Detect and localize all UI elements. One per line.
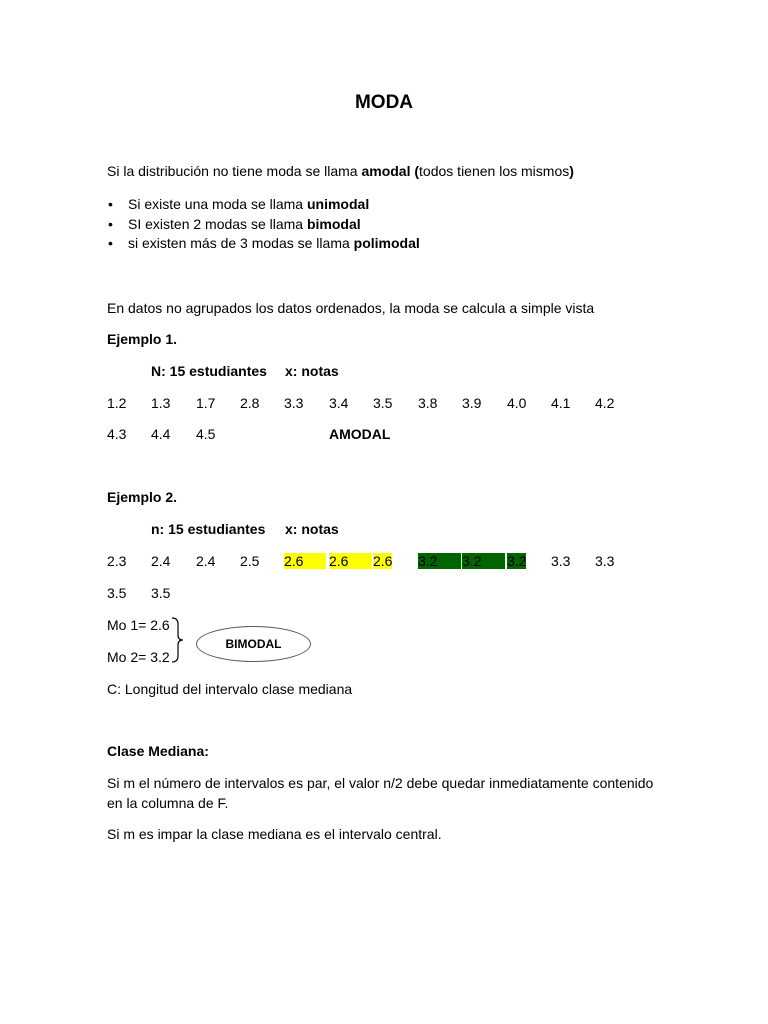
list-item — [128, 196, 369, 212]
ungrouped-text: En datos no agrupados los datos ordenados, la moda se calcula a simple vista — [107, 300, 595, 316]
data-value: 2.3 — [107, 553, 127, 569]
data-value: 2.4 — [151, 553, 171, 569]
bullet-bold: bimodal — [306, 216, 361, 232]
intro-amodal: amodal ( — [361, 163, 420, 179]
data-value: 3.5 — [107, 585, 127, 601]
bullet-text: SI existen 2 modas se llama — [128, 216, 307, 232]
highlighted-value-yellow: 2.6 — [373, 553, 393, 569]
data-value: 4.3 — [107, 426, 127, 442]
data-value: 3.3 — [551, 553, 571, 569]
data-value: 3.3 — [595, 553, 615, 569]
intro-text — [107, 163, 574, 179]
example2-heading: Ejemplo 2. — [107, 489, 178, 505]
data-value: 3.4 — [329, 395, 349, 411]
mo1-text: Mo 1= 2.6 — [107, 617, 170, 633]
highlighted-value-green: 3.2 — [418, 553, 461, 569]
highlighted-value-green: 3.2 — [462, 553, 505, 569]
data-value: 2.5 — [240, 553, 260, 569]
data-value: 2.8 — [240, 395, 260, 411]
example1-x-label: x: notas — [285, 363, 339, 379]
highlighted-value-yellow: 2.6 — [329, 553, 371, 569]
data-value: 3.3 — [284, 395, 304, 411]
data-value: 4.4 — [151, 426, 171, 442]
clase-mediana-line3: Si m es impar la clase mediana es el intervalo central. — [107, 826, 442, 842]
data-value: 4.2 — [595, 395, 615, 411]
list-item — [128, 216, 361, 232]
bimodal-oval — [196, 626, 311, 662]
example1-result: AMODAL — [329, 426, 391, 442]
data-value: 3.5 — [151, 585, 171, 601]
list-item — [128, 235, 420, 251]
data-value: 2.4 — [196, 553, 216, 569]
c-definition: C: Longitud del intervalo clase mediana — [107, 681, 353, 697]
page-title: MODA — [354, 92, 414, 113]
mo2-text: Mo 2= 3.2 — [107, 649, 170, 665]
data-value: 3.8 — [418, 395, 438, 411]
data-value: 1.7 — [196, 395, 216, 411]
data-value: 3.9 — [462, 395, 482, 411]
data-value: 1.3 — [151, 395, 171, 411]
intro-mid: todos tienen los mismos — [419, 163, 570, 179]
data-value: 4.5 — [196, 426, 216, 442]
highlighted-value-yellow: 2.6 — [284, 553, 326, 569]
example2-n-label: n: 15 estudiantes — [151, 521, 266, 537]
clase-mediana-heading: Clase Mediana: — [107, 743, 209, 759]
clase-mediana-line1: Si m el número de intervalos es par, el valor n/2 debe quedar inmediatamente contenido — [107, 775, 654, 791]
example2-x-label: x: notas — [285, 521, 339, 537]
intro-close: ) — [569, 163, 574, 179]
brace-icon — [170, 616, 184, 664]
bullet-bold: unimodal — [306, 196, 370, 212]
intro-prefix: Si la distribución no tiene moda se llama — [107, 163, 362, 179]
data-value: 4.1 — [551, 395, 571, 411]
example1-heading: Ejemplo 1. — [107, 331, 178, 347]
data-value: 4.0 — [507, 395, 527, 411]
bimodal-label: BIMODAL — [225, 637, 282, 651]
highlighted-value-green: 3.2 — [507, 553, 527, 569]
data-value: 3.5 — [373, 395, 393, 411]
data-value: 1.2 — [107, 395, 127, 411]
clase-mediana-line2: en la columna de F. — [107, 795, 229, 811]
example1-n-label: N: 15 estudiantes — [151, 363, 267, 379]
bullet-text: si existen más de 3 modas se llama — [128, 235, 354, 251]
bullet-bold: polimodal — [353, 235, 420, 251]
bullet-text: Si existe una moda se llama — [128, 196, 307, 212]
